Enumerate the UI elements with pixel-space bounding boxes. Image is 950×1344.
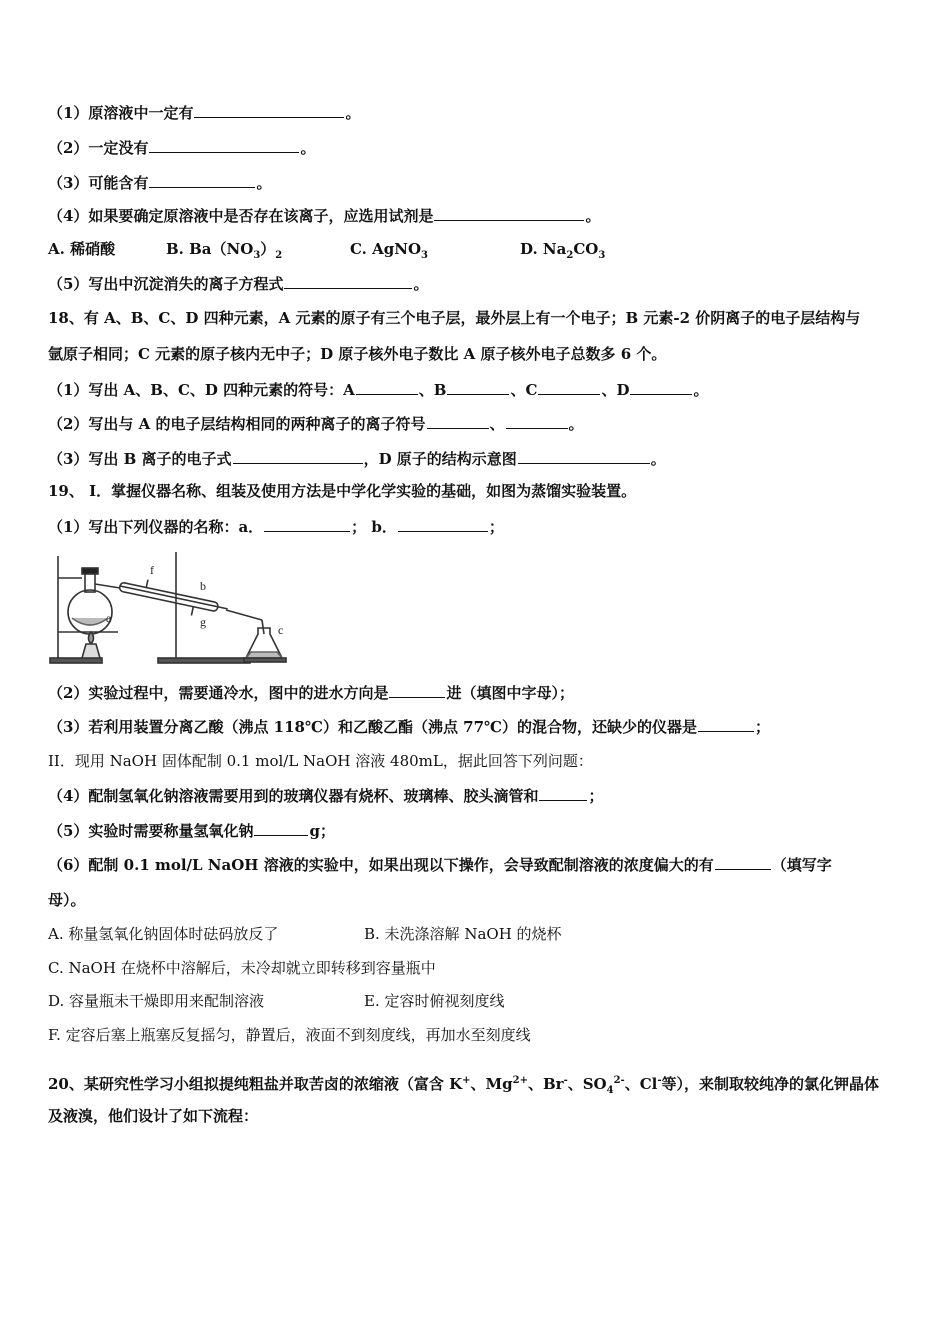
q19-part6-cont: 母）。 [48, 891, 86, 909]
q19-part-ii-intro: II．现用 NaOH 固体配制 0.1 mol/L NaOH 溶液 480mL，据此回答下列问题： [48, 752, 593, 770]
option-a[interactable]: A. 稀硝酸 [48, 240, 116, 258]
q18-part3: （3）写出 B 离子的电子式 ，D 原子的结构示意图 。 [48, 450, 666, 468]
q19-options-de [48, 991, 505, 1011]
option-b[interactable]: B. $Ba(NO_3)_2$ [166, 240, 283, 261]
option-c[interactable]: C. AgNO$_3$ [350, 240, 428, 261]
flask-liquid [72, 618, 108, 625]
answer-blank[interactable] [284, 273, 412, 289]
condenser-inlet-g [191, 607, 193, 616]
stand-base-middle [158, 658, 250, 663]
q17-part4: （4）如果要确定原溶液中是否存在该离子，应选用试剂是 。 [48, 207, 601, 225]
q17-part3: （3）可能含有 。 [48, 174, 272, 192]
answer-blank[interactable] [233, 448, 363, 464]
answer-blank[interactable] [518, 448, 650, 464]
answer-blank[interactable] [434, 205, 584, 221]
distillation-apparatus-diagram [46, 548, 296, 666]
q20-intro-line1: 20、某研究性学习小组拟提纯粗盐并取苦卤的浓缩液（富含 K+、$Mg^{2+}$、Br-、$SO_4^{2-}$、Cl-等），来制取较纯净的氯化钾晶体 [48, 1075, 880, 1096]
q18-part1: （1）写出 A、B、C、D 四种元素的符号：A 、B 、C 、D 。 [48, 381, 709, 399]
q19-part1: （1）写出下列仪器的名称：a． ； b． ； [48, 518, 504, 536]
q19-options-ab [48, 924, 562, 944]
label-f: f [150, 563, 154, 577]
answer-blank[interactable] [447, 379, 509, 395]
flask-side-arm [95, 584, 120, 588]
answer-blank[interactable] [698, 716, 754, 732]
answer-blank[interactable] [539, 785, 587, 801]
answer-blank[interactable] [506, 413, 568, 429]
q20-intro-line2: 及液溴，他们设计了如下流程： [48, 1107, 259, 1125]
q19-part6: （6）配制 0.1 mol/L NaOH 溶液的实验中，如果出现以下操作，会导致配制溶液的浓度偏大的有 （填写字 [48, 856, 832, 874]
label-g: g [200, 615, 206, 629]
q19-part3: （3）若利用装置分离乙酸（沸点 118℃）和乙酸乙酯（沸点 77℃）的混合物，还缺少的仪器是 ； [48, 718, 771, 736]
answer-blank[interactable] [254, 820, 308, 836]
adapter-outlet [262, 620, 264, 634]
q19-part2: （2）实验过程中，需要通冷水，图中的进水方向是 进（填图中字母）； [48, 684, 574, 702]
q17-part1: （1）原溶液中一定有 。 [48, 104, 361, 122]
label-b: b [200, 579, 206, 593]
adapter-tube [226, 610, 262, 620]
flask-base [244, 658, 286, 662]
q17-options [48, 239, 605, 266]
answer-blank[interactable] [427, 413, 489, 429]
q19-part4: （4）配制氢氧化钠溶液需要用到的玻璃仪器有烧杯、玻璃棒、胶头滴管和 ； [48, 787, 604, 805]
answer-blank[interactable] [630, 379, 692, 395]
option-d[interactable]: D. 容量瓶未干燥即用来配制溶液 [48, 992, 265, 1010]
flame [89, 632, 94, 644]
answer-blank[interactable] [356, 379, 418, 395]
option-e[interactable]: E. 定容时俯视刻度线 [364, 992, 505, 1010]
option-d[interactable]: D. $Na_2CO_3$ [520, 240, 606, 261]
q19-option-c[interactable]: C. NaOH 在烧杯中溶解后，未冷却就立即转移到容量瓶中 [48, 959, 436, 977]
answer-blank[interactable] [264, 516, 350, 532]
distillate [246, 652, 282, 658]
q17-part2: （2）一定没有 。 [48, 139, 316, 157]
answer-blank[interactable] [538, 379, 600, 395]
answer-blank[interactable] [149, 137, 299, 153]
q17-part5: （5）写出中沉淀消失的离子方程式 。 [48, 275, 429, 293]
q19-option-f[interactable]: F. 定容后塞上瓶塞反复摇匀，静置后，液面不到刻度线，再加水至刻度线 [48, 1026, 531, 1044]
label-a: a [106, 611, 112, 625]
answer-blank[interactable] [398, 516, 488, 532]
flask-stopper [82, 568, 98, 574]
answer-blank[interactable] [194, 102, 344, 118]
q19-intro: 19、 Ⅰ．掌握仪器名称、组装及使用方法是中学化学实验的基础，如图为蒸馏实验装置。 [48, 482, 637, 500]
condenser-inner [120, 586, 228, 609]
option-b[interactable]: B. 未洗涤溶解 NaOH 的烧杯 [364, 925, 562, 943]
q18-intro-line2: 氩原子相同；C 元素的原子核内无中子；D 原子核外电子数比 A 原子核外电子总数多 6 个。 [48, 345, 667, 363]
answer-blank[interactable] [389, 682, 445, 698]
answer-blank[interactable] [149, 172, 255, 188]
label-c: c [278, 623, 284, 637]
alcohol-lamp [82, 644, 100, 658]
q18-part2: （2）写出与 A 的电子层结构相同的两种离子的离子符号 、 。 [48, 415, 584, 433]
q19-part5: （5）实验时需要称量氢氧化钠 g； [48, 822, 335, 840]
condenser-outlet-f [146, 580, 148, 588]
flask-neck [85, 572, 95, 592]
q18-intro-line1: 18、有 A、B、C、D 四种元素，A 元素的原子有三个电子层，最外层上有一个电子；B 元素-2 价阴离子的电子层结构与 [48, 309, 861, 327]
answer-blank[interactable] [715, 854, 771, 870]
option-a[interactable]: A. 称量氢氧化钠固体时砝码放反了 [48, 925, 279, 943]
